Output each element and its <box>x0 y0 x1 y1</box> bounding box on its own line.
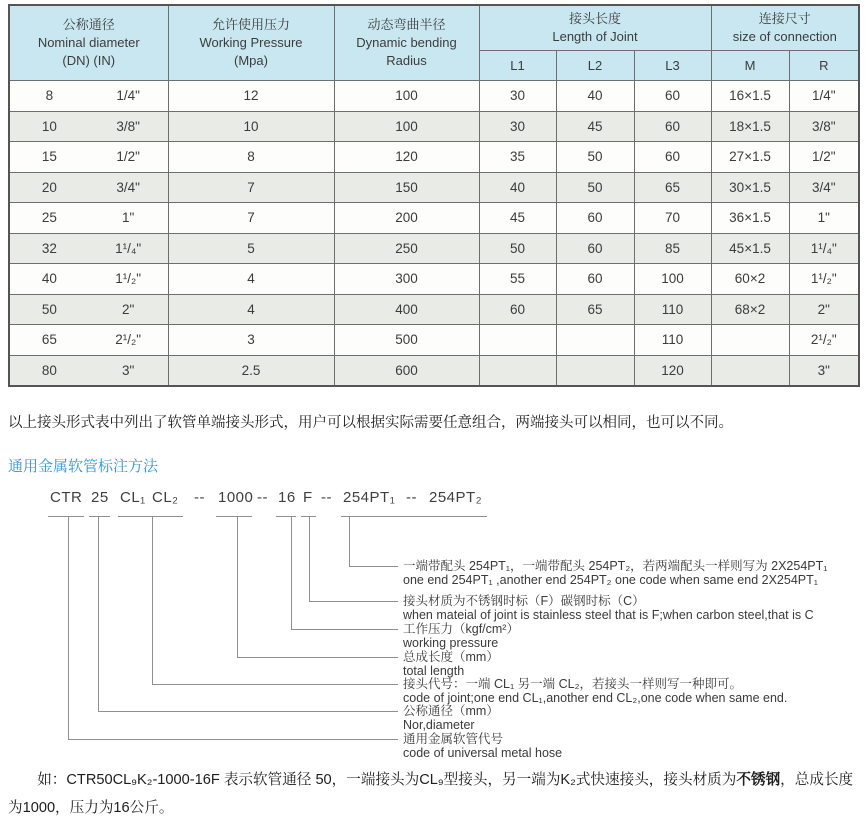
cell-l1: 55 <box>479 264 556 295</box>
connector-joint <box>152 684 398 685</box>
cell-l3: 85 <box>634 233 711 264</box>
cell-radius: 500 <box>334 325 479 356</box>
formula-code: CTR <box>50 489 83 506</box>
cell-dn: 25 <box>41 210 57 226</box>
header-l2: L2 <box>556 51 634 81</box>
cell-l1: 30 <box>479 81 556 112</box>
cell-l2: 40 <box>556 81 634 112</box>
cell-pressure: 3 <box>168 325 334 356</box>
label-length <box>403 650 499 678</box>
header-en: Length of Joint <box>552 29 638 44</box>
cell-l1: 60 <box>479 294 556 325</box>
cell-r: 3/8" <box>789 111 859 142</box>
cell-dn: 15 <box>41 149 57 165</box>
formula-dash: -- <box>257 489 268 506</box>
cell-in: 1/2" <box>116 149 140 165</box>
connector-code <box>68 739 398 740</box>
label-diameter <box>403 704 499 732</box>
label-zh: 总成长度（mm） <box>403 650 499 664</box>
cell-r: 1¹/₂" <box>789 264 859 295</box>
cell-m: 68×2 <box>711 294 789 325</box>
cell-l1: 40 <box>479 172 556 203</box>
cell-in: 3/4" <box>116 179 140 195</box>
cell-dn: 20 <box>41 179 57 195</box>
cell-dn: 32 <box>41 240 57 256</box>
header-unit: Radius <box>386 53 427 68</box>
cell-m: 60×2 <box>711 264 789 295</box>
cell-m: 36×1.5 <box>711 203 789 234</box>
cell-l3: 70 <box>634 203 711 234</box>
cell-l1: 50 <box>479 233 556 264</box>
label-zh: 通用金属软管代号 <box>403 732 504 746</box>
cell-m: 30×1.5 <box>711 172 789 203</box>
cell-l2: 50 <box>556 172 634 203</box>
cell-pressure: 7 <box>168 203 334 234</box>
formula-material: F <box>303 489 313 506</box>
cell-l3: 60 <box>634 111 711 142</box>
cell-l3: 120 <box>634 355 711 386</box>
label-zh: 一端带配头 254PT₁，一端带配头 254PT₂，若两端配头一样则写为 2X254PT₁ <box>403 559 828 573</box>
formula-dash: -- <box>321 489 332 506</box>
header-l3: L3 <box>634 51 711 81</box>
label-en: code of universal metal hose <box>403 746 563 760</box>
header-zh: 动态弯曲半径 <box>367 17 446 32</box>
header-r: R <box>789 51 859 81</box>
label-en: when mateial of joint is stainless steel that is F;when carbon steel,that is C <box>403 608 814 622</box>
cell-dn: 40 <box>41 271 57 287</box>
cell-pressure: 4 <box>168 264 334 295</box>
cell-in: 1¹/₂" <box>115 271 142 287</box>
cell-radius: 120 <box>334 142 479 173</box>
cell-in: 1/4" <box>116 88 140 104</box>
connector-fitting <box>349 566 398 567</box>
example-part2: ，总成长度为1000，压力为16公斤。 <box>8 772 854 816</box>
leader-length <box>237 516 238 657</box>
label-material <box>403 594 814 622</box>
cell-l3: 65 <box>634 172 711 203</box>
cell-pressure: 7 <box>168 172 334 203</box>
cell-radius: 300 <box>334 264 479 295</box>
cell-dn: 80 <box>41 362 57 378</box>
formula-fitting1: 254PT₁ <box>343 489 396 506</box>
header-en: Nominal diameter <box>37 35 140 50</box>
cell-radius: 600 <box>334 355 479 386</box>
example-bold: 不锈钢 <box>736 772 781 788</box>
section-title: 通用金属软管标注方法 <box>8 458 159 475</box>
example-part1: 如：CTR50CL₉K₂-1000-16F 表示软管通径 50，一端接头为CL₉型接头，另一端为K₂式快速接头，接头材质为 <box>37 772 737 788</box>
cell-pressure: 4 <box>168 294 334 325</box>
label-fitting <box>403 559 827 587</box>
cell-pressure: 8 <box>168 142 334 173</box>
cell-radius: 100 <box>334 81 479 112</box>
header-zh: 接头长度 <box>569 11 622 26</box>
header-zh: 连接尺寸 <box>758 11 811 26</box>
leader-pressure <box>291 516 292 629</box>
cell-dn: 65 <box>41 332 57 348</box>
cell-in: 2" <box>121 301 135 317</box>
cell-l3: 60 <box>634 81 711 112</box>
label-en: total length <box>403 664 465 678</box>
cell-in: 3/8" <box>116 118 140 134</box>
formula-joint1: CL₁ <box>120 489 146 506</box>
header-m: M <box>711 51 789 81</box>
label-en: one end 254PT₁ ,another end 254PT₂ one code when same end 2X254PT₁ <box>403 573 818 587</box>
leader-joint <box>152 516 153 684</box>
underline-pressure <box>276 516 296 517</box>
header-zh: 公称通径 <box>62 17 115 32</box>
formula-joint2: CL₂ <box>152 489 179 506</box>
header-zh: 允许使用压力 <box>211 17 290 32</box>
underline-diameter <box>89 516 110 517</box>
label-joint <box>403 677 787 705</box>
leader-fitting <box>349 516 350 566</box>
cell-l2: 65 <box>556 294 634 325</box>
cell-m: 18×1.5 <box>711 111 789 142</box>
cell-radius: 150 <box>334 172 479 203</box>
cell-r: 3" <box>789 355 859 386</box>
cell-pressure: 5 <box>168 233 334 264</box>
leader-material <box>309 516 310 601</box>
cell-dn: 50 <box>41 301 57 317</box>
header-l1: L1 <box>479 51 556 81</box>
example-text <box>8 766 860 822</box>
underline-joint <box>118 516 183 517</box>
header-en: Working Pressure <box>199 35 303 50</box>
cell-l1: 35 <box>479 142 556 173</box>
formula-length: 1000 <box>218 489 254 506</box>
connector-pressure <box>291 629 398 630</box>
cell-l2: 60 <box>556 233 634 264</box>
label-en: Nor,diameter <box>403 718 475 732</box>
cell-r: 1" <box>789 203 859 234</box>
leader-diameter <box>98 516 99 711</box>
cell-in: 1¹/₄" <box>115 240 142 256</box>
cell-l2: 60 <box>556 264 634 295</box>
formula-diameter: 25 <box>91 489 109 506</box>
header-unit: (DN) (IN) <box>62 53 116 68</box>
cell-r: 2¹/₂" <box>789 325 859 356</box>
underline-code <box>48 516 84 517</box>
cell-pressure: 10 <box>168 111 334 142</box>
note-text: 以上接头形式表中列出了软管单端接头形式，用户可以根据实际需要任意组合，两端接头可以相同，也可以不同。 <box>8 415 733 431</box>
label-code <box>403 732 562 760</box>
cell-in: 3" <box>121 362 135 378</box>
cell-l3: 60 <box>634 142 711 173</box>
cell-in: 1" <box>121 210 135 226</box>
cell-radius: 400 <box>334 294 479 325</box>
cell-r: 3/4" <box>789 172 859 203</box>
label-zh: 接头代号：一端 CL₁ 另一端 CL₂，若接头一样则写一种即可。 <box>403 677 742 691</box>
cell-l3: 100 <box>634 264 711 295</box>
cell-dn: 10 <box>41 118 57 134</box>
cell-r: 1¹/₄" <box>789 233 859 264</box>
label-zh: 公称通径（mm） <box>403 704 499 718</box>
cell-radius: 200 <box>334 203 479 234</box>
underline-length <box>216 516 252 517</box>
cell-l3: 110 <box>634 325 711 356</box>
formula-dash: -- <box>194 489 205 506</box>
cell-r: 1/2" <box>789 142 859 173</box>
cell-dn: 8 <box>45 88 54 104</box>
cell-r: 1/4" <box>789 81 859 112</box>
cell-pressure: 12 <box>168 81 334 112</box>
label-pressure <box>403 622 519 650</box>
header-unit: (Mpa) <box>234 53 268 68</box>
cell-m: 45×1.5 <box>711 233 789 264</box>
cell-l1: 45 <box>479 203 556 234</box>
cell-l3: 110 <box>634 294 711 325</box>
label-en: code of joint;one end CL₁,another end CL₂,one code when same end. <box>403 691 788 705</box>
leader-code <box>68 516 69 739</box>
cell-r: 2" <box>789 294 859 325</box>
header-en: Dynamic bending <box>356 35 457 50</box>
cell-l2: 45 <box>556 111 634 142</box>
underline-fitting <box>341 516 487 517</box>
cell-pressure: 2.5 <box>168 355 334 386</box>
cell-m: 16×1.5 <box>711 81 789 112</box>
cell-l2: 60 <box>556 203 634 234</box>
label-en: working pressure <box>403 636 499 650</box>
connector-material <box>309 601 398 602</box>
cell-radius: 250 <box>334 233 479 264</box>
label-zh: 接头材质为不锈钢时标（F）碳钢时标（C） <box>403 594 645 608</box>
cell-radius: 100 <box>334 111 479 142</box>
connector-diameter <box>98 711 398 712</box>
cell-m: 27×1.5 <box>711 142 789 173</box>
cell-l1: 30 <box>479 111 556 142</box>
formula-fitting2: 254PT₂ <box>429 489 483 506</box>
label-zh: 工作压力（kgf/cm²） <box>403 622 519 636</box>
cell-in: 2¹/₂" <box>115 332 142 348</box>
header-en: size of connection <box>732 29 837 44</box>
formula-dash: -- <box>406 489 417 506</box>
connector-length <box>237 657 398 658</box>
cell-l2: 50 <box>556 142 634 173</box>
formula-pressure: 16 <box>278 489 296 506</box>
